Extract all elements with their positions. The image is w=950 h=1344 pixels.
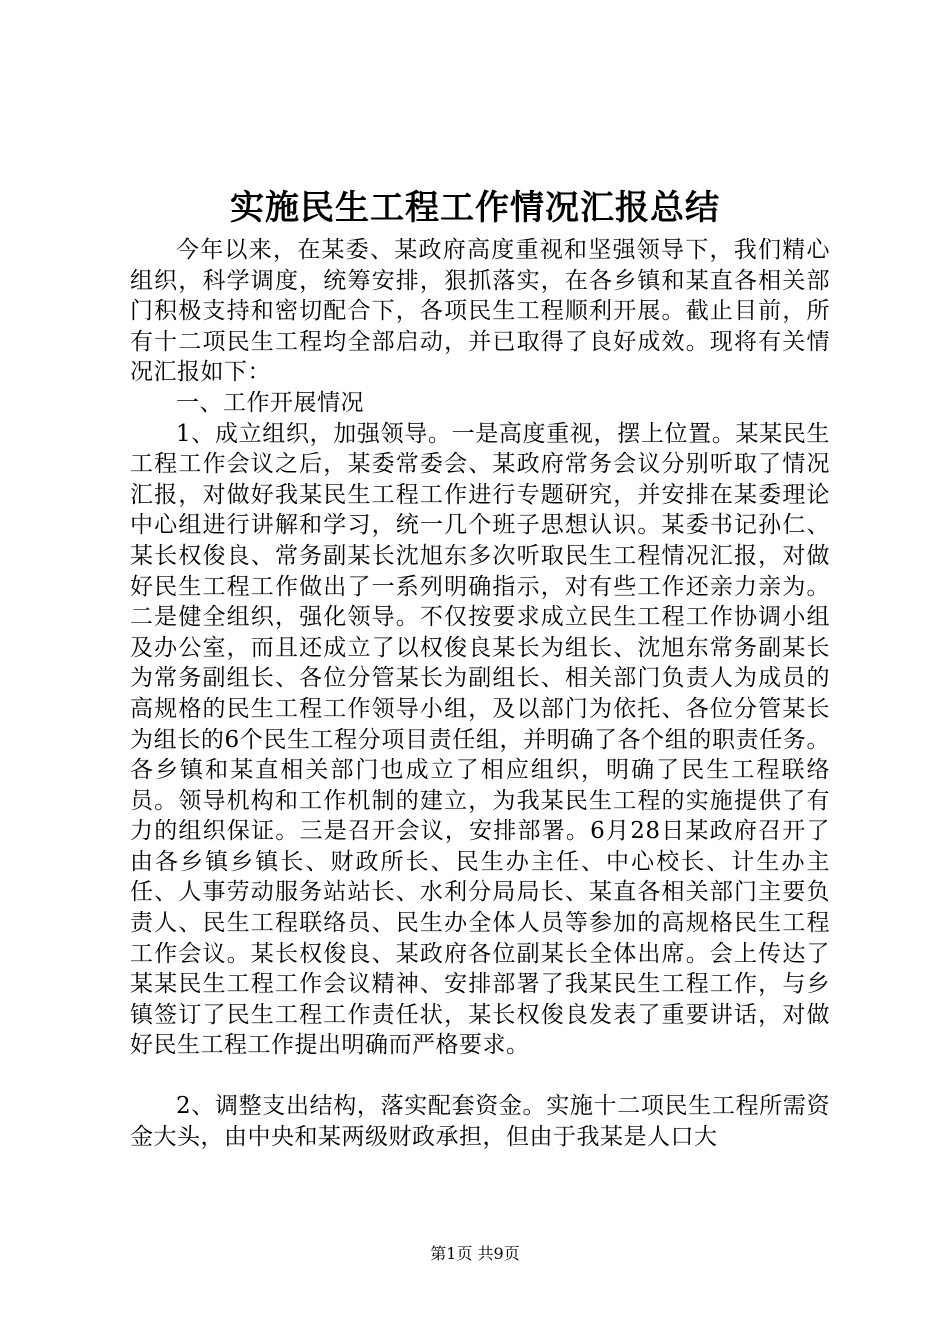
section-heading: 一、工作开展情况 [176, 389, 364, 416]
paragraph-intro: 今年以来，在某委、某政府高度重视和坚强领导下，我们精心组织，科学调度，统筹安排，狠抓落实，在各乡镇和某直各相关部门积极支持和密切配合下，各项民生工程顺利开展。截止目前，所有十二项民生工程均全部启动，并已取得了良好成效。现将有关情况汇报如下： [130, 237, 830, 386]
page-footer: 第1页 共9页 [430, 1244, 520, 1263]
paragraph-funding: 2、调整支出结构，落实配套资金。实施十二项民生工程所需资金大头，由中央和某两级财政承担，但由于我某是人口大 [130, 1093, 830, 1150]
document-body [130, 235, 830, 1152]
document-title: 实施民生工程工作情况汇报总结 [230, 188, 720, 228]
paragraph-organization: 1、成立组织，加强领导。一是高度重视，摆上位置。某某民生工程工作会议之后，某委常委会、某政府常务会议分别听取了情况汇报，对做好我某民生工程工作进行专题研究，并安排在某委理论中心组进行讲解和学习，统一几个班子思想认识。某委书记孙仁、某长权俊良、常务副某长沈旭东多次听取民生工程情况汇报，对做好民生工程工作做出了一系列明确指示，对有些工作还亲力亲为。二是健全组织，强化领导。不仅按要求成立民生工程工作协调小组及办公室，而且还成立了以权俊良某长为组长、沈旭东常务副某长为常务副组长、各位分管某长为副组长、相关部门负责人为成员的高规格的民生工程工作领导小组，及以部门为依托、各位分管某长为组长的6个民生工程分项目责任组，并明确了各个组的职责任务。各乡镇和某直相关部门也成立了相应组织，明确了民生工程联络员。领导机构和工作机制的建立，为我某民生工程的实施提供了有力的组织保证。三是召开会议，安排部署。6月28日某政府召开了由各乡镇乡镇长、财政所长、民生办主任、中心校长、计生办主任、人事劳动服务站站长、水利分局局长、某直各相关部门主要负责人、民生工程联络员、民生办全体人员等参加的高规格民生工程工作会议。某长权俊良、某政府各位副某长全体出席。会上传达了某某民生工程工作会议精神、安排部署了我某民生工程工作，与乡镇签订了民生工程工作责任状，某长权俊良发表了重要讲话，对做好民生工程工作提出明确而严格要求。 [130, 420, 830, 1059]
